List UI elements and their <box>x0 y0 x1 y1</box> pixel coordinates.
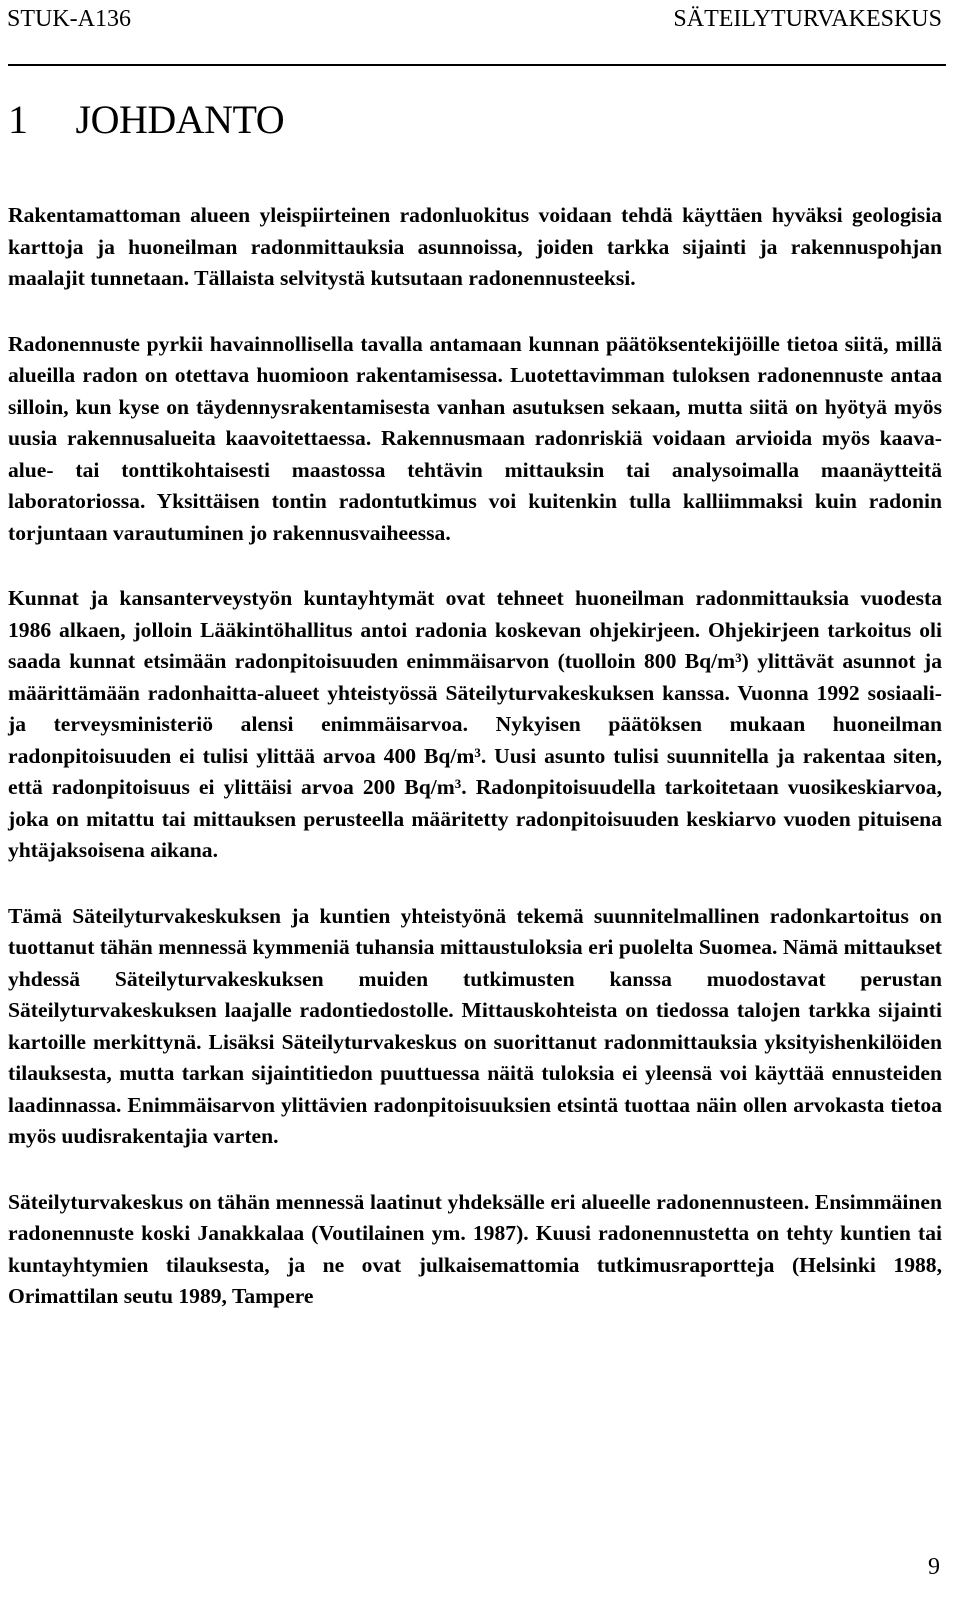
paragraph: Tämä Säteilyturvakeskuksen ja kuntien yhteistyönä tekemä suunnitelmallinen radonkartoitus on tuottanut tähän mennessä kymmeniä tuhansia mittaustuloksia eri puolelta Suomea. Nämä mittaukset yhdessä Säteilyturvakeskuksen muiden tutkimusten kanssa muodostavat perustan Säteilyturvakeskuksen laajalle radontiedostolle. Mittauskohteista on tiedossa talojen tarkka sijainti kartoille merkittynä. Lisäksi Säteilyturvakeskus on suorittanut radonmittauksia yksityishenkilöiden tilauksesta, mutta tarkan sijaintitiedon puuttuessa näitä tuloksia ei yleensä voi käyttää ennusteiden laadinnassa. Enimmäisarvon ylittävien radonpitoisuuksien etsintä tuottaa näin ollen arvokasta tietoa myös uudisrakentajia varten. <box>8 903 942 1148</box>
page-header <box>7 6 942 36</box>
paragraph: Rakentamattoman alueen yleispiirteinen radonluokitus voidaan tehdä käyttäen hyväksi geologisia karttoja ja huoneilman radonmittauksia asunnoissa, joiden tarkka sijainti ja rakennuspohjan maalajit tunnetaan. Tällaista selvitystä kutsutaan radonennusteeksi. <box>8 203 942 290</box>
chapter-number: 1 <box>8 97 28 142</box>
publisher-name: SÄTEILYTURVAKESKUS <box>673 6 942 32</box>
chapter-heading <box>8 96 284 143</box>
paragraph: Radonennuste pyrkii havainnollisella tavalla antamaan kunnan päätöksentekijöille tietoa siitä, millä alueilla radon on otettava huomioon rakentamisessa. Luotettavimman tuloksen radonennuste antaa silloin, kun kyse on täydennysrakentamisesta vanhan asutuksen sekaan, mutta siitä on hyötyä myös uusia rakennusalueita kaavoitettaessa. Rakennusmaan radonriskiä voidaan arvioida myös kaava-alue- tai tonttikohtaisesti maastossa tehtävin mittauksin tai analysoimalla maanäytteitä laboratoriossa. Yksittäisen tontin radontutkimus voi kuitenkin tulla kalliimmaksi kuin radonin torjuntaan varautuminen jo rakennusvaiheessa. <box>8 331 942 545</box>
body-text <box>8 200 942 1347</box>
paragraph: Säteilyturvakeskus on tähän mennessä laatinut yhdeksälle eri alueelle radonennusteen. Ensimmäinen radonennuste koski Janakkalaa (Voutilainen ym. 1987). Kuusi radonennustetta on tehty kuntien tai kuntayhtymien tilauksesta, ja ne ovat julkaisemattomia tutkimusraportteja (Helsinki 1988, Orimattilan seutu 1989, Tampere <box>8 1189 942 1308</box>
page-number: 9 <box>928 1554 940 1580</box>
paragraph: Kunnat ja kansanterveystyön kuntayhtymät ovat tehneet huoneilman radonmittauksia vuodesta 1986 alkaen, jolloin Lääkintöhallitus antoi radonia koskevan ohjekirjeen. Ohjekirjeen tarkoitus oli saada kunnat etsimään radonpitoisuuden enimmäisarvon (tuolloin 800 Bq/m³) ylittävät asunnot ja määrittämään radonhaitta-alueet yhteistyössä Säteilyturvakeskuksen kanssa. Vuonna 1992 sosiaali- ja terveysministeriö alensi enimmäisarvoa. Nykyisen päätöksen mukaan huoneilman radonpitoisuuden ei tulisi ylittää arvoa 400 Bq/m³. Uusi asunto tulisi suunnitella ja rakentaa siten, että radonpitoisuus ei ylittäisi arvoa 200 Bq/m³. Radonpitoisuudella tarkoitetaan vuosikeskiarvoa, joka on mitattu tai mittauksen perusteella määritetty radonpitoisuuden keskiarvo vuoden pituisena yhtäjaksoisena aikana. <box>8 586 942 862</box>
report-code: STUK-A136 <box>7 6 131 32</box>
chapter-title: JOHDANTO <box>75 97 285 142</box>
header-rule <box>8 64 946 66</box>
